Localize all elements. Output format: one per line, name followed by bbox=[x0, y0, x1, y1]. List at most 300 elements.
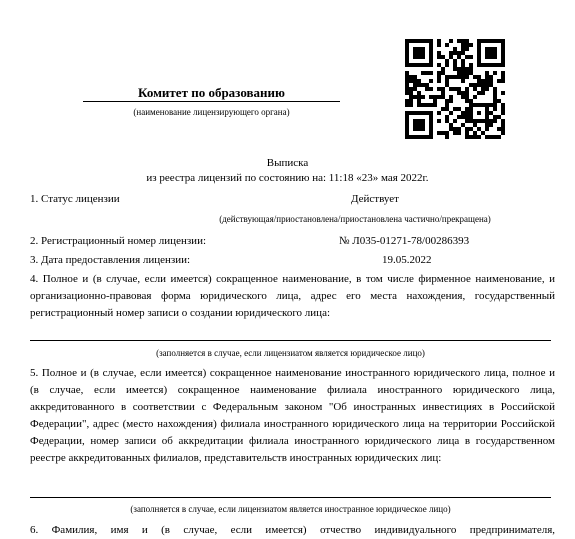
qr-module bbox=[461, 91, 465, 95]
regnum-label: 2. Регистрационный номер лицензии: bbox=[30, 235, 207, 247]
qr-module bbox=[457, 91, 461, 95]
qr-module bbox=[473, 83, 477, 87]
qr-module bbox=[485, 135, 489, 139]
qr-module bbox=[417, 99, 421, 103]
qr-module bbox=[465, 111, 469, 115]
regnum-value: № Л035-01271-78/00286393 bbox=[339, 235, 470, 247]
section5-caption: (заполняется в случае, если лицензиатом является иностранное юридическое лицо) bbox=[130, 504, 451, 514]
qr-module bbox=[501, 91, 505, 95]
qr-module bbox=[425, 83, 429, 87]
qr-module bbox=[465, 135, 469, 139]
qr-module bbox=[417, 91, 421, 95]
qr-module bbox=[469, 63, 473, 67]
qr-module bbox=[405, 79, 409, 83]
qr-module bbox=[489, 83, 493, 87]
qr-module bbox=[501, 51, 505, 55]
qr-module bbox=[453, 75, 457, 79]
qr-module bbox=[469, 135, 473, 139]
qr-module bbox=[445, 83, 449, 87]
qr-module bbox=[465, 107, 469, 111]
qr-module bbox=[497, 63, 501, 67]
qr-module bbox=[477, 83, 481, 87]
qr-module bbox=[453, 59, 457, 63]
qr-module bbox=[465, 99, 469, 103]
qr-module bbox=[449, 99, 453, 103]
qr-module bbox=[441, 67, 445, 71]
qr-module bbox=[501, 63, 505, 67]
qr-module bbox=[457, 107, 461, 111]
qr-module bbox=[461, 63, 465, 67]
qr-module bbox=[469, 111, 473, 115]
section4-caption: (заполняется в случае, если лицензиатом является юридическое лицо) bbox=[156, 348, 425, 358]
qr-module bbox=[405, 83, 409, 87]
qr-module bbox=[473, 135, 477, 139]
qr-module bbox=[473, 103, 477, 107]
qr-module bbox=[501, 39, 505, 43]
qr-module bbox=[493, 55, 497, 59]
qr-module bbox=[449, 75, 453, 79]
qr-module bbox=[445, 59, 449, 63]
qr-module bbox=[473, 95, 477, 99]
qr-module bbox=[493, 107, 497, 111]
qr-module bbox=[441, 107, 445, 111]
qr-module bbox=[457, 127, 461, 131]
qr-module bbox=[489, 75, 493, 79]
qr-module bbox=[473, 119, 477, 123]
qr-module bbox=[421, 123, 425, 127]
qr-module bbox=[445, 43, 449, 47]
date-label: 3. Дата предоставления лицензии: bbox=[30, 254, 191, 266]
qr-module bbox=[453, 119, 457, 123]
qr-module bbox=[461, 47, 465, 51]
qr-module bbox=[433, 103, 437, 107]
qr-module bbox=[437, 43, 441, 47]
qr-module bbox=[417, 123, 421, 127]
qr-module bbox=[497, 79, 501, 83]
qr-module bbox=[481, 131, 485, 135]
qr-module bbox=[501, 75, 505, 79]
qr-module bbox=[453, 87, 457, 91]
qr-module bbox=[493, 71, 497, 75]
qr-module bbox=[409, 95, 413, 99]
qr-module bbox=[469, 71, 473, 75]
qr-module bbox=[485, 87, 489, 91]
qr-module bbox=[425, 71, 429, 75]
qr-module bbox=[485, 79, 489, 83]
date-value: 19.05.2022 bbox=[382, 254, 432, 266]
qr-module bbox=[481, 91, 485, 95]
authority-name: Комитет по образованию bbox=[138, 85, 285, 100]
qr-module bbox=[501, 131, 505, 135]
qr-module bbox=[405, 75, 409, 79]
qr-module bbox=[409, 99, 413, 103]
qr-module bbox=[437, 87, 441, 91]
qr-module bbox=[429, 71, 433, 75]
qr-module bbox=[485, 75, 489, 79]
qr-module bbox=[457, 51, 461, 55]
qr-module bbox=[417, 55, 421, 59]
qr-module bbox=[461, 39, 465, 43]
qr-module bbox=[405, 59, 409, 63]
qr-module bbox=[433, 95, 437, 99]
section5-underline bbox=[30, 497, 551, 498]
qr-module bbox=[405, 111, 409, 115]
qr-module bbox=[481, 103, 485, 107]
qr-module bbox=[437, 75, 441, 79]
doc-heading: Выписка bbox=[266, 157, 309, 169]
qr-module bbox=[497, 127, 501, 131]
authority-underline bbox=[83, 101, 340, 102]
qr-module bbox=[405, 99, 409, 103]
qr-module bbox=[405, 87, 409, 91]
qr-module bbox=[413, 47, 417, 51]
qr-module bbox=[485, 115, 489, 119]
qr-module bbox=[413, 79, 417, 83]
qr-module bbox=[429, 43, 433, 47]
qr-module bbox=[461, 71, 465, 75]
qr-module bbox=[489, 123, 493, 127]
qr-module bbox=[449, 127, 453, 131]
qr-module bbox=[405, 63, 409, 67]
qr-module bbox=[409, 79, 413, 83]
qr-module bbox=[409, 91, 413, 95]
qr-module bbox=[421, 95, 425, 99]
qr-module bbox=[489, 103, 493, 107]
qr-module bbox=[425, 103, 429, 107]
qr-module bbox=[469, 43, 473, 47]
qr-module bbox=[405, 123, 409, 127]
qr-module bbox=[461, 79, 465, 83]
qr-module bbox=[501, 111, 505, 115]
qr-module bbox=[421, 83, 425, 87]
qr-module bbox=[445, 99, 449, 103]
qr-module bbox=[409, 63, 413, 67]
qr-module bbox=[485, 63, 489, 67]
qr-module bbox=[441, 131, 445, 135]
qr-module bbox=[457, 71, 461, 75]
qr-module bbox=[417, 79, 421, 83]
qr-module bbox=[449, 111, 453, 115]
qr-module bbox=[485, 39, 489, 43]
qr-module bbox=[497, 39, 501, 43]
qr-module bbox=[433, 99, 437, 103]
qr-module bbox=[445, 103, 449, 107]
qr-module bbox=[445, 115, 449, 119]
qr-module bbox=[477, 119, 481, 123]
qr-module bbox=[429, 87, 433, 91]
qr-module bbox=[405, 103, 409, 107]
qr-module bbox=[477, 79, 481, 83]
qr-module bbox=[445, 75, 449, 79]
qr-module bbox=[489, 135, 493, 139]
qr-module bbox=[477, 127, 481, 131]
qr-module bbox=[429, 115, 433, 119]
qr-module bbox=[413, 119, 417, 123]
qr-module bbox=[489, 111, 493, 115]
qr-module bbox=[429, 119, 433, 123]
qr-module bbox=[461, 95, 465, 99]
qr-module bbox=[429, 103, 433, 107]
qr-module bbox=[429, 47, 433, 51]
qr-module bbox=[489, 79, 493, 83]
qr-module bbox=[457, 115, 461, 119]
qr-module bbox=[465, 127, 469, 131]
qr-module bbox=[485, 111, 489, 115]
qr-module bbox=[497, 115, 501, 119]
qr-module bbox=[493, 103, 497, 107]
qr-module bbox=[473, 123, 477, 127]
qr-module bbox=[453, 127, 457, 131]
qr-module bbox=[409, 39, 413, 43]
qr-module bbox=[469, 83, 473, 87]
section6-text: 6. Фамилия, имя и (в случае, если имеется) отчество индивидуального предпринимателя, bbox=[30, 524, 555, 536]
qr-module bbox=[453, 51, 457, 55]
qr-module bbox=[485, 123, 489, 127]
qr-module bbox=[457, 67, 461, 71]
qr-module bbox=[409, 135, 413, 139]
qr-module bbox=[485, 47, 489, 51]
qr-module bbox=[461, 123, 465, 127]
qr-module bbox=[477, 103, 481, 107]
authority-caption: (наименование лицензирующего органа) bbox=[133, 107, 290, 117]
qr-module bbox=[437, 119, 441, 123]
qr-module bbox=[429, 59, 433, 63]
qr-module bbox=[421, 55, 425, 59]
qr-module bbox=[501, 43, 505, 47]
qr-module bbox=[421, 51, 425, 55]
qr-module bbox=[493, 99, 497, 103]
qr-module bbox=[413, 123, 417, 127]
qr-module bbox=[413, 135, 417, 139]
qr-module bbox=[453, 67, 457, 71]
qr-module bbox=[489, 51, 493, 55]
qr-module bbox=[485, 71, 489, 75]
qr-module bbox=[441, 55, 445, 59]
qr-module bbox=[445, 131, 449, 135]
qr-module bbox=[465, 43, 469, 47]
qr-module bbox=[405, 43, 409, 47]
qr-module bbox=[405, 47, 409, 51]
qr-module bbox=[417, 83, 421, 87]
qr-module bbox=[405, 55, 409, 59]
qr-module bbox=[421, 127, 425, 131]
qr-module bbox=[429, 63, 433, 67]
qr-module bbox=[469, 103, 473, 107]
qr-module bbox=[437, 63, 441, 67]
qr-module bbox=[493, 39, 497, 43]
qr-module bbox=[493, 95, 497, 99]
qr-module bbox=[461, 67, 465, 71]
qr-module bbox=[417, 51, 421, 55]
qr-module bbox=[417, 119, 421, 123]
qr-module bbox=[453, 47, 457, 51]
qr-module bbox=[453, 107, 457, 111]
qr-module bbox=[425, 135, 429, 139]
qr-module bbox=[457, 39, 461, 43]
qr-module bbox=[429, 111, 433, 115]
qr-module bbox=[473, 131, 477, 135]
qr-module bbox=[493, 91, 497, 95]
status-value: Действует bbox=[351, 193, 399, 205]
qr-module bbox=[425, 87, 429, 91]
qr-module bbox=[477, 75, 481, 79]
section4-underline bbox=[30, 340, 551, 341]
qr-module bbox=[441, 87, 445, 91]
qr-module bbox=[437, 111, 441, 115]
qr-module bbox=[461, 75, 465, 79]
qr-module bbox=[493, 135, 497, 139]
qr-module bbox=[449, 95, 453, 99]
qr-module bbox=[481, 87, 485, 91]
qr-module bbox=[465, 67, 469, 71]
qr-module bbox=[405, 115, 409, 119]
qr-module bbox=[469, 127, 473, 131]
qr-module bbox=[429, 79, 433, 83]
qr-module bbox=[501, 123, 505, 127]
qr-module bbox=[465, 95, 469, 99]
qr-module bbox=[421, 103, 425, 107]
qr-module bbox=[425, 63, 429, 67]
qr-module bbox=[421, 111, 425, 115]
qr-module bbox=[437, 55, 441, 59]
qr-module bbox=[489, 39, 493, 43]
qr-module bbox=[441, 95, 445, 99]
qr-module bbox=[449, 123, 453, 127]
qr-module bbox=[465, 39, 469, 43]
qr-module bbox=[485, 103, 489, 107]
qr-module bbox=[417, 103, 421, 107]
qr-module bbox=[421, 135, 425, 139]
qr-module bbox=[421, 63, 425, 67]
qr-module bbox=[485, 127, 489, 131]
qr-module bbox=[457, 75, 461, 79]
qr-module bbox=[485, 119, 489, 123]
qr-module bbox=[469, 115, 473, 119]
qr-module bbox=[449, 39, 453, 43]
section5-text: 5. Полное и (в случае, если имеется) сокращенное наименование иностранного юридического лица, полное и (в случае, если имеется) сокращенное наименование филиала иностранного юридического лица, аккредитованного в соответствии с Федеральным законом "Об иностранных инвестициях в Российской Федерации", адрес (место нахождения) филиала иностранного юридического лица на территории Российской Федерации, номер записи об аккредитации филиала иностранного юридического лица в государственном реестре аккредитованных филиалов, представительств иностранных юридических лиц: bbox=[30, 367, 555, 464]
qr-module bbox=[425, 39, 429, 43]
qr-module bbox=[425, 111, 429, 115]
qr-module bbox=[437, 95, 441, 99]
qr-module bbox=[417, 135, 421, 139]
qr-module bbox=[417, 47, 421, 51]
qr-module bbox=[445, 119, 449, 123]
qr-module bbox=[413, 39, 417, 43]
qr-module bbox=[493, 115, 497, 119]
qr-module bbox=[421, 47, 425, 51]
qr-module bbox=[501, 107, 505, 111]
qr-module bbox=[485, 51, 489, 55]
qr-module bbox=[417, 39, 421, 43]
qr-module bbox=[445, 79, 449, 83]
qr-module bbox=[465, 71, 469, 75]
qr-module bbox=[413, 87, 417, 91]
qr-module bbox=[417, 111, 421, 115]
qr-module bbox=[457, 87, 461, 91]
qr-module bbox=[445, 107, 449, 111]
qr-module bbox=[469, 119, 473, 123]
qr-module bbox=[417, 127, 421, 131]
qr-module bbox=[413, 51, 417, 55]
qr-module bbox=[417, 63, 421, 67]
qr-module bbox=[413, 95, 417, 99]
qr-module bbox=[501, 79, 505, 83]
qr-module bbox=[477, 39, 481, 43]
qr-module bbox=[501, 103, 505, 107]
qr-module bbox=[465, 47, 469, 51]
qr-module bbox=[413, 75, 417, 79]
qr-module bbox=[405, 119, 409, 123]
qr-module bbox=[461, 51, 465, 55]
qr-module bbox=[485, 83, 489, 87]
section4-text: 4. Полное и (в случае, если имеется) сокращенное наименование, в том числе фирменное наименование, и организационно-правовая форма юридического лица, адрес его места нахождения, государственный регистрационный номер записи о создании юридического лица: bbox=[30, 273, 555, 319]
qr-module bbox=[421, 39, 425, 43]
qr-module bbox=[429, 95, 433, 99]
qr-module bbox=[465, 119, 469, 123]
qr-module bbox=[429, 131, 433, 135]
qr-module bbox=[421, 71, 425, 75]
status-label: 1. Статус лицензии bbox=[30, 193, 120, 205]
qr-module bbox=[493, 119, 497, 123]
qr-module bbox=[449, 55, 453, 59]
qr-module bbox=[417, 95, 421, 99]
qr-module bbox=[461, 59, 465, 63]
qr-module bbox=[429, 55, 433, 59]
qr-module bbox=[493, 47, 497, 51]
qr-module bbox=[445, 135, 449, 139]
qr-module bbox=[445, 63, 449, 67]
qr-module bbox=[409, 103, 413, 107]
qr-module bbox=[481, 63, 485, 67]
qr-module bbox=[477, 47, 481, 51]
qr-module bbox=[485, 107, 489, 111]
qr-module bbox=[429, 123, 433, 127]
qr-module bbox=[489, 119, 493, 123]
status-caption: (действующая/приостановлена/приостановлена частично/прекращена) bbox=[219, 214, 491, 224]
qr-module bbox=[477, 43, 481, 47]
qr-module bbox=[465, 75, 469, 79]
qr-module bbox=[429, 39, 433, 43]
qr-module bbox=[409, 111, 413, 115]
qr-module bbox=[405, 127, 409, 131]
qr-module bbox=[465, 91, 469, 95]
qr-module bbox=[473, 75, 477, 79]
qr-module bbox=[477, 55, 481, 59]
qr-module bbox=[405, 39, 409, 43]
qr-module bbox=[501, 55, 505, 59]
qr-module bbox=[461, 111, 465, 115]
qr-module bbox=[429, 51, 433, 55]
qr-module bbox=[501, 127, 505, 131]
qr-module bbox=[461, 115, 465, 119]
qr-module bbox=[405, 131, 409, 135]
qr-module bbox=[501, 71, 505, 75]
qr-module bbox=[413, 55, 417, 59]
qr-module bbox=[441, 91, 445, 95]
qr-module bbox=[449, 87, 453, 91]
doc-subheading: из реестра лицензий по состоянию на: 11:18 «23» мая 2022г. bbox=[146, 172, 429, 184]
qr-module bbox=[429, 127, 433, 131]
qr-module bbox=[413, 63, 417, 67]
qr-module bbox=[493, 87, 497, 91]
qr-module bbox=[409, 75, 413, 79]
qr-module bbox=[489, 55, 493, 59]
qr-module bbox=[465, 87, 469, 91]
qr-module bbox=[465, 115, 469, 119]
qr-module bbox=[477, 111, 481, 115]
qr-module bbox=[501, 119, 505, 123]
qr-module bbox=[489, 63, 493, 67]
